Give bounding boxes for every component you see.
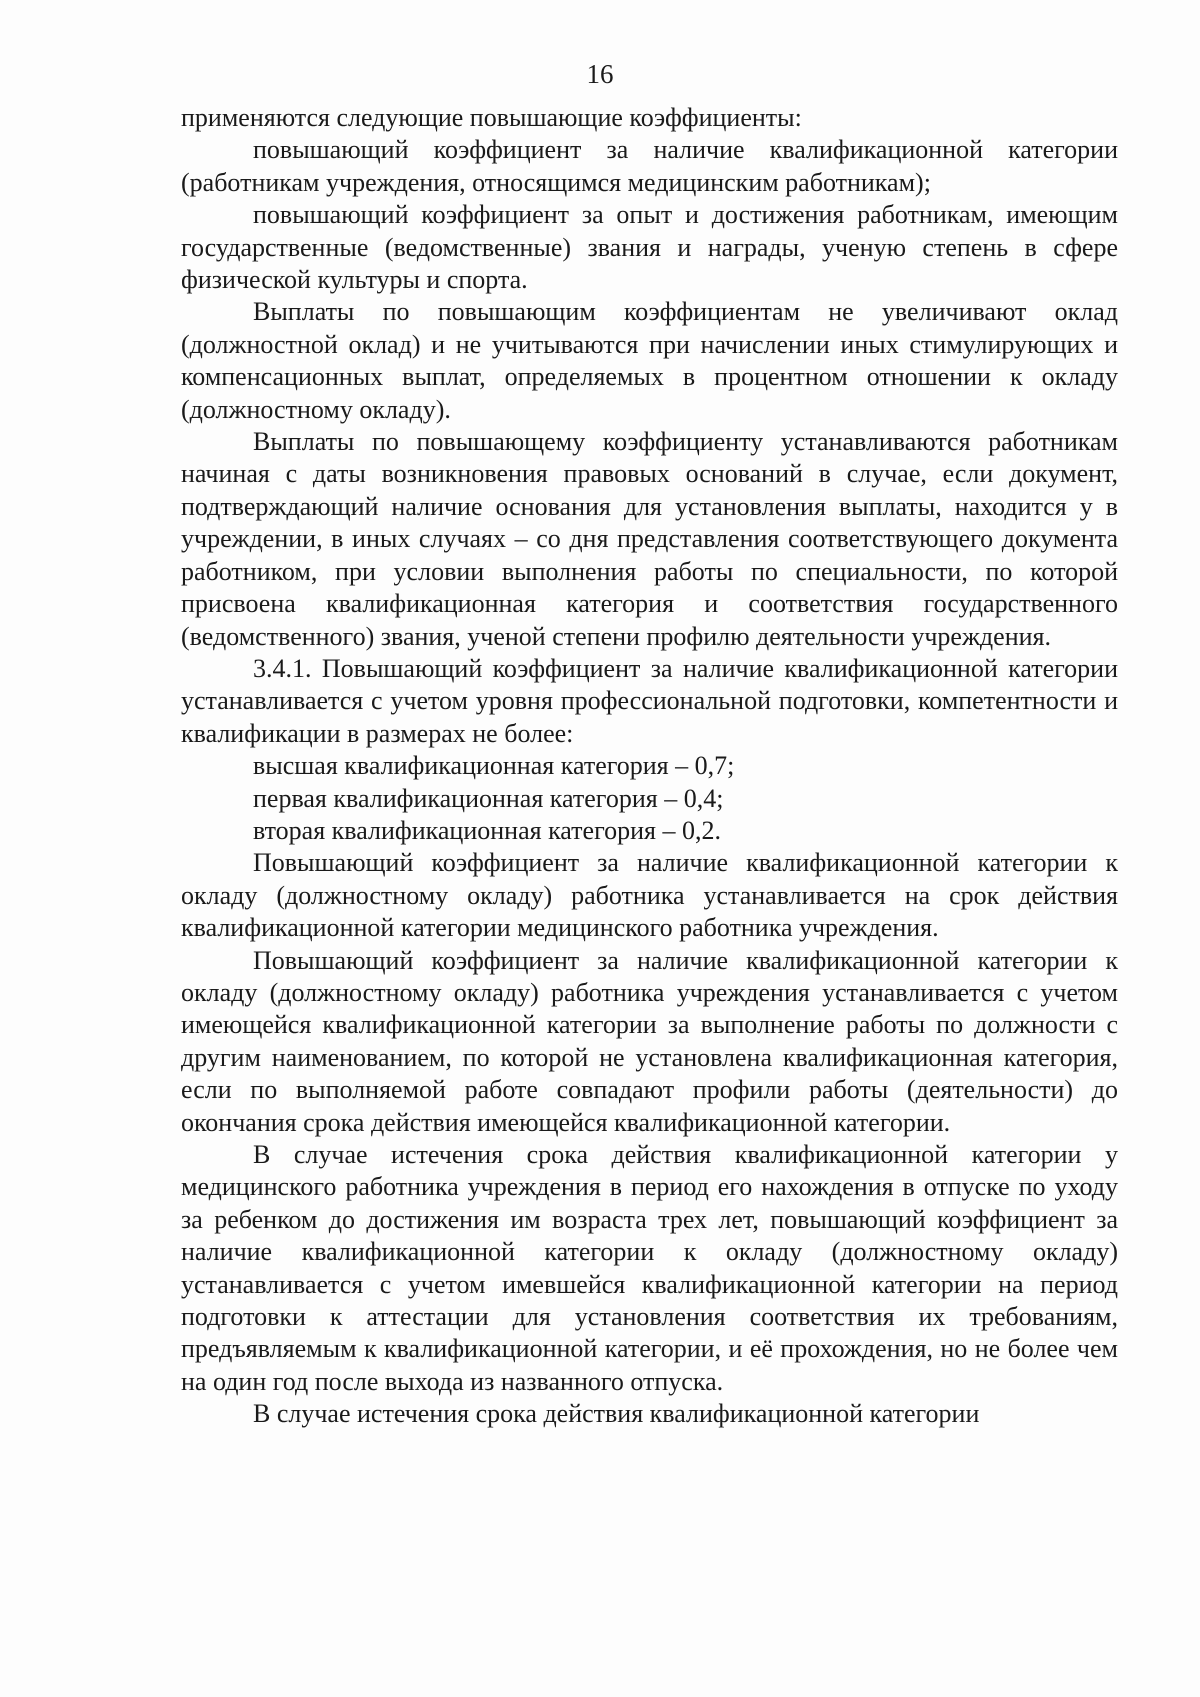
list-item-second-category: вторая квалификационная категория – 0,2.: [253, 815, 721, 845]
paragraph-term-of-category: Повышающий коэффициент за наличие квалификационной категории к окладу (должностному окладу) работника устанавливается на срок действия квалификационной категории медицинского работника учреждения.: [181, 848, 1118, 943]
paragraph-section-3-4-1: 3.4.1. Повышающий коэффициент за наличие квалификационной категории устанавливается с учетом уровня профессиональной подготовки, компетентности и квалификации в размерах не более:: [181, 653, 1118, 748]
paragraph-intro: применяются следующие повышающие коэффициенты:: [181, 103, 802, 132]
list-item-first-category: первая квалификационная категория – 0,4;: [253, 783, 724, 813]
paragraph-coefficient-qualification: повышающий коэффициент за наличие квалификационной категории (работникам учреждения, относящимся медицинским работникам);: [181, 135, 1118, 197]
paragraph-payments-not-increase: Выплаты по повышающим коэффициентам не увеличивают оклад (должностной оклад) и не учитываются при начислении иных стимулирующих и компенсационных выплат, определяемых в процентном отношении к окладу (должностному окладу).: [181, 297, 1118, 424]
paragraph-parental-leave: В случае истечения срока действия квалификационной категории у медицинского работника учреждения в период его нахождения в отпуске по уходу за ребенком до достижения им возраста трех лет, повышающий коэффициент за наличие квалификационной категории к окладу (должностному окладу) устанавливается с учетом имевшейся квалификационной категории на период подготовки к аттестации для установления соответствия их требованиям, предъявляемым к квалификационной категории, и её прохождения, но не более чем на один год после выхода из названного отпуска.: [181, 1140, 1118, 1396]
page-number: 16: [586, 59, 614, 89]
paragraph-coefficient-experience: повышающий коэффициент за опыт и достижения работникам, имеющим государственные (ведомственные) звания и награды, ученую степень в сфере физической культуры и спорта.: [181, 200, 1118, 295]
list-item-highest-category: высшая квалификационная категория – 0,7;: [253, 751, 735, 781]
paragraph-expiry-continued: В случае истечения срока действия квалификационной категории: [253, 1399, 980, 1429]
paragraph-payments-established: Выплаты по повышающему коэффициенту устанавливаются работникам начиная с даты возникновения правовых оснований в случае, если документ, подтверждающий наличие основания для установления выплаты, находится у в учреждении, в иных случаях – со дня представления соответствующего документа работником, при условии выполнения работы по специальности, по которой присвоена квалификационная категория и соответствия государственного (ведомственного) звания, ученой степени профилю деятельности учреждения.: [181, 427, 1118, 651]
document-body: [181, 102, 1118, 1431]
paragraph-other-position: Повышающий коэффициент за наличие квалификационной категории к окладу (должностному окладу) работника учреждения устанавливается с учетом имеющейся квалификационной категории за выполнение работы по должности с другим наименованием, по которой не установлена квалификационная категория, если по выполняемой работе совпадают профили работы (деятельности) до окончания срока действия имеющейся квалификационной категории.: [181, 945, 1118, 1137]
